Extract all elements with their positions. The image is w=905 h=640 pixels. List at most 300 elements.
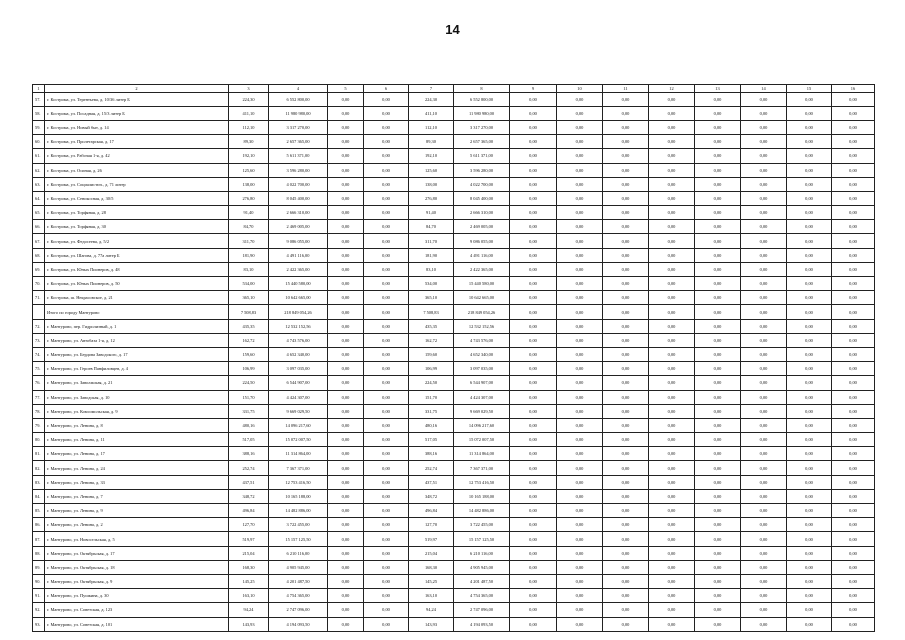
value-cell: 0,00 xyxy=(603,291,649,305)
value-cell: 4 424 307,00 xyxy=(454,390,510,404)
value-cell: 4 743 576,00 xyxy=(269,333,328,347)
city-total-row xyxy=(33,305,875,319)
value-cell: 0,00 xyxy=(649,333,695,347)
row-number-cell: 90. xyxy=(33,574,45,588)
value-cell: 0,00 xyxy=(603,574,649,588)
value-cell: 0,00 xyxy=(328,262,364,276)
value-cell: 0,00 xyxy=(557,106,603,120)
value-cell: 181,90 xyxy=(409,248,454,262)
value-cell: 0,00 xyxy=(557,333,603,347)
address-cell: г. Мантурово, ул. Ленина, д. 9 xyxy=(45,504,229,518)
address-cell: г. Кострома, ул. Посадная, д. 15/3 литер Б xyxy=(45,106,229,120)
value-cell: 0,00 xyxy=(695,617,741,631)
value-cell: 181,90 xyxy=(229,248,269,262)
value-cell: 91,40 xyxy=(409,206,454,220)
table-row xyxy=(33,277,875,291)
address-cell: г. Мантурово, ул. Октябрьская, д. 9 xyxy=(45,574,229,588)
value-cell: 0,00 xyxy=(510,560,557,574)
value-cell: 0,00 xyxy=(832,177,875,191)
value-cell: 2 657 365,00 xyxy=(454,135,510,149)
value-cell: 0,00 xyxy=(741,390,787,404)
value-cell: 0,00 xyxy=(787,504,832,518)
value-cell: 0,00 xyxy=(328,248,364,262)
address-cell: г. Мантурово, ул. Ленина, д. 17 xyxy=(45,447,229,461)
value-cell: 0,00 xyxy=(649,390,695,404)
row-number-cell: 76. xyxy=(33,376,45,390)
value-cell: 0,00 xyxy=(557,262,603,276)
value-cell: 0,00 xyxy=(364,234,409,248)
value-cell: 11 980 980,00 xyxy=(269,106,328,120)
column-number-header: 10 xyxy=(557,85,603,93)
value-cell: 0,00 xyxy=(695,504,741,518)
table-row xyxy=(33,177,875,191)
value-cell: 0,00 xyxy=(510,546,557,560)
value-cell: 0,00 xyxy=(741,418,787,432)
table-row xyxy=(33,120,875,134)
value-cell: 5 611 371,00 xyxy=(454,149,510,163)
value-cell: 0,00 xyxy=(787,347,832,361)
value-cell: 0,00 xyxy=(557,560,603,574)
value-cell: 143,93 xyxy=(409,617,454,631)
value-cell: 0,00 xyxy=(364,262,409,276)
address-cell: г. Мантурово, ул. Ленина, д. 7 xyxy=(45,489,229,503)
value-cell: 224,50 xyxy=(229,376,269,390)
value-cell: 0,00 xyxy=(695,149,741,163)
value-cell: 0,00 xyxy=(603,305,649,319)
value-cell: 0,00 xyxy=(603,220,649,234)
value-cell: 0,00 xyxy=(557,518,603,532)
value-cell: 0,00 xyxy=(603,248,649,262)
value-cell: 6 544 907,00 xyxy=(454,376,510,390)
value-cell: 4 754 365,00 xyxy=(269,589,328,603)
value-cell: 252,74 xyxy=(229,461,269,475)
value-cell: 125,60 xyxy=(229,163,269,177)
value-cell: 276,80 xyxy=(409,191,454,205)
value-cell: 0,00 xyxy=(787,191,832,205)
value-cell: 4 491 116,00 xyxy=(454,248,510,262)
value-cell: 0,00 xyxy=(510,461,557,475)
value-cell: 0,00 xyxy=(510,390,557,404)
value-cell: 0,00 xyxy=(832,362,875,376)
value-cell: 151,70 xyxy=(229,390,269,404)
value-cell: 0,00 xyxy=(328,177,364,191)
row-number-cell: 71. xyxy=(33,291,45,305)
value-cell: 0,00 xyxy=(328,305,364,319)
value-cell: 0,00 xyxy=(741,617,787,631)
value-cell: 2 666 310,00 xyxy=(269,206,328,220)
value-cell: 14 096 217,60 xyxy=(269,418,328,432)
value-cell: 0,00 xyxy=(557,177,603,191)
value-cell: 0,00 xyxy=(603,149,649,163)
value-cell: 0,00 xyxy=(741,433,787,447)
value-cell: 0,00 xyxy=(557,163,603,177)
value-cell: 163,10 xyxy=(409,589,454,603)
value-cell: 0,00 xyxy=(741,560,787,574)
value-cell: 0,00 xyxy=(603,177,649,191)
value-cell: 0,00 xyxy=(510,504,557,518)
row-number-cell: 73. xyxy=(33,333,45,347)
value-cell: 348,72 xyxy=(229,489,269,503)
table-row xyxy=(33,404,875,418)
value-cell: 252,74 xyxy=(409,461,454,475)
value-cell: 0,00 xyxy=(695,333,741,347)
value-cell: 0,00 xyxy=(603,206,649,220)
address-cell: г. Мантурово, ул. Заволжская, д. 21 xyxy=(45,376,229,390)
value-cell: 0,00 xyxy=(832,262,875,276)
value-cell: 0,00 xyxy=(603,489,649,503)
value-cell: 0,00 xyxy=(328,461,364,475)
value-cell: 0,00 xyxy=(603,163,649,177)
value-cell: 0,00 xyxy=(328,163,364,177)
value-cell: 0,00 xyxy=(510,617,557,631)
address-cell: г. Мантурово, ул. Бердова Заводского, д. 17 xyxy=(45,347,229,361)
value-cell: 0,00 xyxy=(649,475,695,489)
value-cell: 0,00 xyxy=(832,532,875,546)
value-cell: 0,00 xyxy=(787,532,832,546)
row-number-cell: 91. xyxy=(33,589,45,603)
value-cell: 163,10 xyxy=(229,589,269,603)
value-cell: 0,00 xyxy=(832,234,875,248)
value-cell: 6 552 800,00 xyxy=(269,92,328,106)
value-cell: 4 754 365,00 xyxy=(454,589,510,603)
value-cell: 0,00 xyxy=(787,163,832,177)
value-cell: 0,00 xyxy=(364,404,409,418)
value-cell: 0,00 xyxy=(741,546,787,560)
row-number-cell: 69. xyxy=(33,262,45,276)
column-number-header: 6 xyxy=(364,85,409,93)
value-cell: 0,00 xyxy=(787,546,832,560)
value-cell: 0,00 xyxy=(695,347,741,361)
row-number-cell: 80. xyxy=(33,433,45,447)
value-cell: 0,00 xyxy=(695,277,741,291)
value-cell: 0,00 xyxy=(695,248,741,262)
table-row xyxy=(33,347,875,361)
value-cell: 0,00 xyxy=(832,220,875,234)
value-cell: 94,24 xyxy=(409,603,454,617)
table-row xyxy=(33,390,875,404)
table-row xyxy=(33,291,875,305)
value-cell: 0,00 xyxy=(787,475,832,489)
value-cell: 6 210 116,00 xyxy=(454,546,510,560)
value-cell: 162,72 xyxy=(229,333,269,347)
address-cell: г. Кострома, ул. Социалистич., д. 71 литер xyxy=(45,177,229,191)
value-cell: 0,00 xyxy=(510,418,557,432)
value-cell: 0,00 xyxy=(649,404,695,418)
value-cell: 0,00 xyxy=(557,220,603,234)
value-cell: 0,00 xyxy=(603,560,649,574)
value-cell: 0,00 xyxy=(787,291,832,305)
value-cell: 0,00 xyxy=(695,305,741,319)
value-cell: 0,00 xyxy=(603,518,649,532)
value-cell: 0,00 xyxy=(741,518,787,532)
value-cell: 0,00 xyxy=(603,120,649,134)
value-cell: 0,00 xyxy=(741,149,787,163)
value-cell: 145,25 xyxy=(409,574,454,588)
value-cell: 151,70 xyxy=(409,390,454,404)
column-number-header: 7 xyxy=(409,85,454,93)
value-cell: 125,60 xyxy=(409,163,454,177)
value-cell: 0,00 xyxy=(649,163,695,177)
value-cell: 0,00 xyxy=(510,362,557,376)
value-cell: 0,00 xyxy=(364,433,409,447)
column-number-header: 8 xyxy=(454,85,510,93)
row-number-cell: 75. xyxy=(33,362,45,376)
value-cell: 0,00 xyxy=(649,617,695,631)
value-cell: 0,00 xyxy=(787,333,832,347)
value-cell: 0,00 xyxy=(510,603,557,617)
value-cell: 0,00 xyxy=(695,234,741,248)
value-cell: 12 753 416,50 xyxy=(269,475,328,489)
table-row xyxy=(33,319,875,333)
table-row xyxy=(33,206,875,220)
value-cell: 0,00 xyxy=(787,589,832,603)
value-cell: 0,00 xyxy=(649,319,695,333)
value-cell: 0,00 xyxy=(695,376,741,390)
column-number-header: 14 xyxy=(741,85,787,93)
row-number-cell: 88. xyxy=(33,546,45,560)
value-cell: 0,00 xyxy=(832,319,875,333)
value-cell: 0,00 xyxy=(832,333,875,347)
row-number-cell: 61. xyxy=(33,149,45,163)
value-cell: 0,00 xyxy=(328,92,364,106)
value-cell: 276,80 xyxy=(229,191,269,205)
column-number-header: 5 xyxy=(328,85,364,93)
value-cell: 0,00 xyxy=(364,305,409,319)
value-cell: 2 422 365,00 xyxy=(269,262,328,276)
value-cell: 11 314 864,00 xyxy=(269,447,328,461)
value-cell: 0,00 xyxy=(364,333,409,347)
value-cell: 0,00 xyxy=(695,177,741,191)
value-cell: 0,00 xyxy=(832,120,875,134)
value-cell: 0,00 xyxy=(510,120,557,134)
value-cell: 0,00 xyxy=(649,206,695,220)
table-row xyxy=(33,248,875,262)
row-number-cell: 63. xyxy=(33,177,45,191)
value-cell: 0,00 xyxy=(741,447,787,461)
value-cell: 0,00 xyxy=(364,589,409,603)
value-cell: 0,00 xyxy=(787,617,832,631)
value-cell: 0,00 xyxy=(649,347,695,361)
value-cell: 0,00 xyxy=(557,433,603,447)
value-cell: 0,00 xyxy=(741,163,787,177)
table-row xyxy=(33,418,875,432)
value-cell: 496,84 xyxy=(409,504,454,518)
value-cell: 0,00 xyxy=(557,248,603,262)
value-cell: 0,00 xyxy=(364,447,409,461)
value-cell: 224,50 xyxy=(409,376,454,390)
value-cell: 534,00 xyxy=(409,277,454,291)
value-cell: 0,00 xyxy=(787,206,832,220)
value-cell: 0,00 xyxy=(832,433,875,447)
value-cell: 0,00 xyxy=(328,135,364,149)
value-cell: 14 482 886,00 xyxy=(454,504,510,518)
value-cell: 9 669 029,50 xyxy=(454,404,510,418)
value-cell: 0,00 xyxy=(328,390,364,404)
value-cell: 0,00 xyxy=(695,475,741,489)
value-cell: 0,00 xyxy=(603,418,649,432)
value-cell: 12 532 152,56 xyxy=(454,319,510,333)
value-cell: 0,00 xyxy=(364,617,409,631)
value-cell: 0,00 xyxy=(510,376,557,390)
value-cell: 0,00 xyxy=(649,532,695,546)
value-cell: 0,00 xyxy=(557,404,603,418)
value-cell: 0,00 xyxy=(328,291,364,305)
value-cell: 0,00 xyxy=(649,277,695,291)
value-cell: 0,00 xyxy=(603,92,649,106)
value-cell: 0,00 xyxy=(364,532,409,546)
value-cell: 0,00 xyxy=(832,617,875,631)
value-cell: 0,00 xyxy=(649,489,695,503)
value-cell: 0,00 xyxy=(603,106,649,120)
value-cell: 0,00 xyxy=(649,518,695,532)
value-cell: 0,00 xyxy=(787,489,832,503)
value-cell: 138,00 xyxy=(229,177,269,191)
value-cell: 0,00 xyxy=(364,489,409,503)
table-row xyxy=(33,135,875,149)
value-cell: 0,00 xyxy=(328,234,364,248)
address-cell: г. Кострома, ул. Юных Пионеров, д. 50 xyxy=(45,277,229,291)
row-number-cell: 78. xyxy=(33,404,45,418)
address-cell: г. Мантурово, ул. Октябрьская, д. 18 xyxy=(45,560,229,574)
value-cell: 0,00 xyxy=(741,248,787,262)
value-cell: 6 210 116,00 xyxy=(269,546,328,560)
value-cell: 9 669 029,50 xyxy=(269,404,328,418)
value-cell: 0,00 xyxy=(603,277,649,291)
value-cell: 0,00 xyxy=(328,149,364,163)
value-cell: 4 201 487,50 xyxy=(269,574,328,588)
address-cell: г. Кострома, ул. Торфяная, д. 30 xyxy=(45,220,229,234)
column-number-header: 2 xyxy=(45,85,229,93)
value-cell: 0,00 xyxy=(787,603,832,617)
value-cell: 0,00 xyxy=(328,617,364,631)
value-cell: 3 097 035,00 xyxy=(269,362,328,376)
value-cell: 517,05 xyxy=(229,433,269,447)
value-cell: 4 022 700,00 xyxy=(454,177,510,191)
value-cell: 0,00 xyxy=(328,603,364,617)
address-cell: г. Кострома, ш. Некрасовское, д. 21 xyxy=(45,291,229,305)
value-cell: 0,00 xyxy=(328,376,364,390)
value-cell: 0,00 xyxy=(364,574,409,588)
value-cell: 0,00 xyxy=(649,149,695,163)
value-cell: 0,00 xyxy=(510,319,557,333)
address-cell: г. Кострома, ул. Новый быт, д. 14 xyxy=(45,120,229,134)
value-cell: 14 482 886,00 xyxy=(269,504,328,518)
row-number-cell: 58. xyxy=(33,106,45,120)
value-cell: 0,00 xyxy=(603,546,649,560)
column-number-header: 16 xyxy=(832,85,875,93)
value-cell: 0,00 xyxy=(364,135,409,149)
value-cell: 0,00 xyxy=(328,574,364,588)
table-row xyxy=(33,589,875,603)
table-row xyxy=(33,518,875,532)
value-cell: 0,00 xyxy=(787,305,832,319)
value-cell: 0,00 xyxy=(510,220,557,234)
value-cell: 192,10 xyxy=(409,149,454,163)
value-cell: 0,00 xyxy=(832,92,875,106)
value-cell: 10 642 665,00 xyxy=(269,291,328,305)
value-cell: 348,72 xyxy=(409,489,454,503)
value-cell: 0,00 xyxy=(649,362,695,376)
value-cell: 7 508,83 xyxy=(229,305,269,319)
value-cell: 0,00 xyxy=(510,163,557,177)
value-cell: 0,00 xyxy=(695,433,741,447)
value-cell: 4 905 945,00 xyxy=(454,560,510,574)
value-cell: 0,00 xyxy=(603,347,649,361)
row-number-cell: 79. xyxy=(33,418,45,432)
value-cell: 0,00 xyxy=(364,177,409,191)
value-cell: 0,00 xyxy=(741,206,787,220)
address-cell: г. Мантурово, ул. Ленина, д. 2 xyxy=(45,518,229,532)
value-cell: 0,00 xyxy=(787,447,832,461)
address-cell: г. Мантурово, ул. Советская, д. 101 xyxy=(45,617,229,631)
value-cell: 0,00 xyxy=(510,106,557,120)
value-cell: 0,00 xyxy=(695,262,741,276)
value-cell: 15 157 125,50 xyxy=(454,532,510,546)
value-cell: 365,10 xyxy=(229,291,269,305)
table-row xyxy=(33,106,875,120)
address-cell: г. Кострома, ул. Федосеева, д. 5/2 xyxy=(45,234,229,248)
value-cell: 168,30 xyxy=(409,560,454,574)
column-number-header: 9 xyxy=(510,85,557,93)
value-cell: 0,00 xyxy=(510,291,557,305)
row-number-cell: 82. xyxy=(33,461,45,475)
value-cell: 0,00 xyxy=(787,135,832,149)
address-cell: г. Кострома, ул. Шагова, д. 77а литер Б xyxy=(45,248,229,262)
address-cell: г. Мантурово, ул. Ленина, д. 11 xyxy=(45,433,229,447)
value-cell: 0,00 xyxy=(557,376,603,390)
value-cell: 0,00 xyxy=(510,589,557,603)
table-header-row xyxy=(33,85,875,93)
value-cell: 0,00 xyxy=(510,191,557,205)
value-cell: 0,00 xyxy=(328,489,364,503)
value-cell: 437,51 xyxy=(229,475,269,489)
value-cell: 0,00 xyxy=(695,120,741,134)
value-cell: 0,00 xyxy=(832,418,875,432)
value-cell: 0,00 xyxy=(741,220,787,234)
value-cell: 0,00 xyxy=(695,589,741,603)
value-cell: 0,00 xyxy=(787,433,832,447)
value-cell: 0,00 xyxy=(557,291,603,305)
value-cell: 0,00 xyxy=(328,404,364,418)
value-cell: 0,00 xyxy=(695,461,741,475)
value-cell: 0,00 xyxy=(364,390,409,404)
value-cell: 15 440 580,00 xyxy=(269,277,328,291)
value-cell: 0,00 xyxy=(328,191,364,205)
value-cell: 0,00 xyxy=(603,362,649,376)
value-cell: 0,00 xyxy=(695,319,741,333)
value-cell: 4 743 576,00 xyxy=(454,333,510,347)
value-cell: 480,16 xyxy=(229,418,269,432)
value-cell: 3 317 270,00 xyxy=(269,120,328,134)
value-cell: 0,00 xyxy=(364,603,409,617)
value-cell: 83,10 xyxy=(409,262,454,276)
value-cell: 0,00 xyxy=(649,291,695,305)
value-cell: 0,00 xyxy=(364,418,409,432)
value-cell: 127,70 xyxy=(409,518,454,532)
value-cell: 0,00 xyxy=(695,106,741,120)
value-cell: 0,00 xyxy=(557,617,603,631)
value-cell: 0,00 xyxy=(603,447,649,461)
value-cell: 0,00 xyxy=(787,319,832,333)
value-cell: 0,00 xyxy=(510,262,557,276)
address-cell: г. Мантурово, ул. Героев Панфиловцев, д. 4 xyxy=(45,362,229,376)
row-number-cell: 62. xyxy=(33,163,45,177)
value-cell: 145,25 xyxy=(229,574,269,588)
row-number-cell: 92. xyxy=(33,603,45,617)
value-cell: 0,00 xyxy=(741,532,787,546)
value-cell: 9 086 055,00 xyxy=(269,234,328,248)
address-cell: г. Мантурово, ул. Пушкина, д. 30 xyxy=(45,589,229,603)
